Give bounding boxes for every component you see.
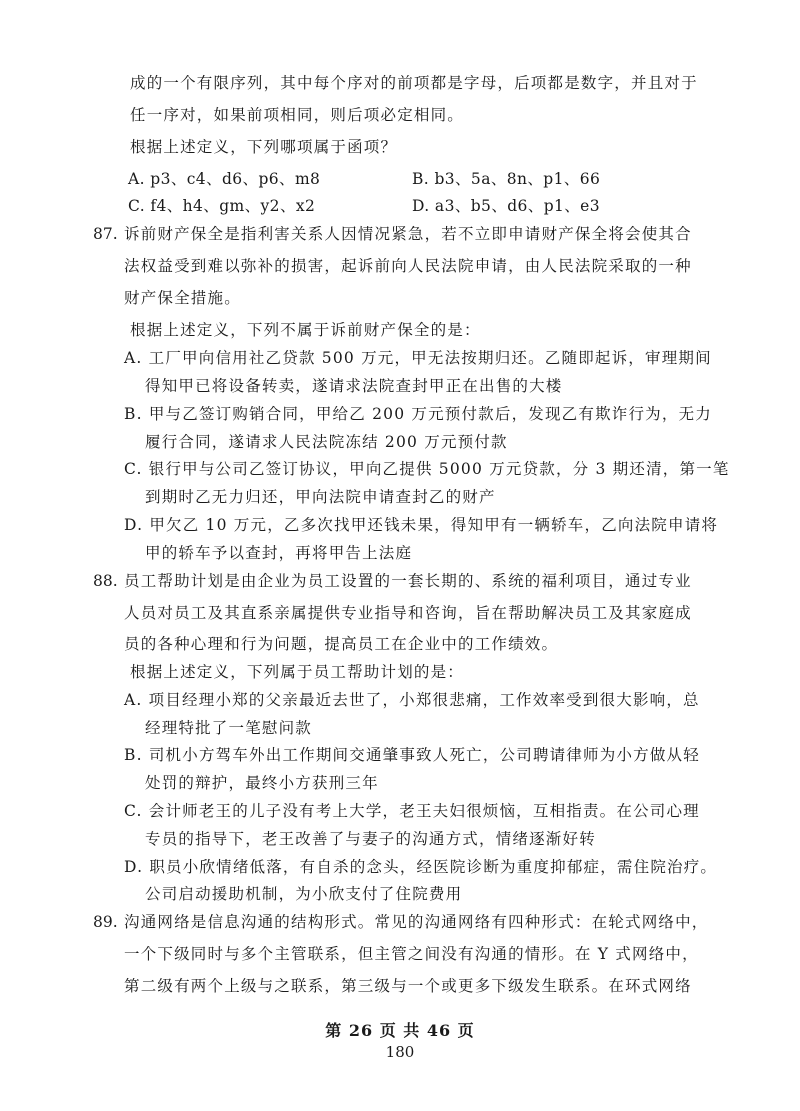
option-d: D. a3、b5、d6、p1、e3 [412, 197, 601, 215]
question-number: 87. [93, 225, 118, 243]
paragraph-line: 沟通网络是信息沟通的结构形式。常见的沟通网络有四种形式：在轮式网络中， [124, 913, 709, 931]
option-c: C. 会计师老王的儿子没有考上大学，老王夫妇很烦恼，互相指责。在公司心理 [124, 802, 700, 820]
paragraph-line: 第二级有两个上级与之联系，第三级与一个或更多下级发生联系。在环式网络 [124, 977, 692, 995]
option-b: B. 甲与乙签订购销合同，甲给乙 200 万元预付款后，发现乙有欺诈行为，无力 [124, 405, 712, 423]
option-b: B. 司机小方驾车外出工作期间交通肇事致人死亡，公司聘请律师为小方做从轻 [124, 746, 700, 764]
option-a: A. 工厂甲向信用社乙贷款 500 万元，甲无法按期归还。乙随即起诉，审理期间 [124, 349, 712, 367]
question-prompt: 根据上述定义，下列哪项属于函项？ [130, 138, 398, 156]
paragraph-line: 人员对员工及其直系亲属提供专业指导和咨询，旨在帮助解决员工及其家庭成 [124, 604, 692, 622]
option-c: C. f4、h4、gm、y2、x2 [128, 197, 316, 215]
paragraph-line: 法权益受到难以弥补的损害，起诉前向人民法院申请，由人民法院采取的一种 [124, 257, 692, 275]
option-d-cont: 公司启动援助机制，为小欣支付了住院费用 [145, 885, 463, 903]
option-d: D. 职员小欣情绪低落，有自杀的念头，经医院诊断为重度抑郁症，需住院治疗。 [124, 858, 718, 876]
option-b-cont: 处罚的辩护，最终小方获刑三年 [145, 774, 379, 792]
option-a: A. 项目经理小郑的父亲最近去世了，小郑很悲痛，工作效率受到很大影响，总 [124, 691, 700, 709]
option-d-cont: 甲的轿车予以查封，再将甲告上法庭 [145, 544, 413, 562]
paragraph-line: 一个下级同时与多个主管联系，但主管之间没有沟通的情形。在 Y 式网络中， [124, 945, 699, 963]
question-prompt: 根据上述定义，下列不属于诉前财产保全的是： [130, 321, 481, 339]
option-a-cont: 经理特批了一笔慰问款 [145, 719, 313, 737]
paragraph-line: 诉前财产保全是指利害关系人因情况紧急，若不立即申请财产保全将会使其合 [124, 225, 692, 243]
option-c-cont: 到期时乙无力归还，甲向法院申请查封乙的财产 [145, 488, 496, 506]
paragraph-line: 任一序对，如果前项相同，则后项必定相同。 [130, 106, 465, 124]
option-d: D. 甲欠乙 10 万元，乙多次找甲还钱未果，得知甲有一辆轿车，乙向法院申请将 [124, 516, 719, 534]
option-a-cont: 得知甲已将设备转卖，遂请求法院查封甲正在出售的大楼 [145, 377, 563, 395]
paragraph-line: 财产保全措施。 [124, 289, 241, 307]
question-number: 88. [93, 572, 118, 590]
option-b-cont: 履行合同，遂请求人民法院冻结 200 万元预付款 [145, 433, 508, 451]
option-b: B. b3、5a、8n、p1、66 [412, 170, 601, 188]
page-indicator: 第 26 页 共 46 页 [325, 1021, 475, 1040]
paragraph-line: 员工帮助计划是由企业为员工设置的一套长期的、系统的福利项目，通过专业 [124, 572, 692, 590]
option-c-cont: 专员的指导下，老王改善了与妻子的沟通方式，情绪逐渐好转 [145, 830, 596, 848]
question-number: 89. [93, 913, 118, 931]
question-prompt: 根据上述定义，下列属于员工帮助计划的是： [130, 663, 465, 681]
paragraph-line: 员的各种心理和行为问题，提高员工在企业中的工作绩效。 [124, 635, 559, 653]
option-c: C. 银行甲与公司乙签订协议，甲向乙提供 5000 万元贷款，分 3 期还清，第一笔 [124, 460, 730, 478]
page-number: 180 [385, 1043, 415, 1061]
option-a: A. p3、c4、d6、p6、m8 [128, 170, 321, 188]
paragraph-line: 成的一个有限序列，其中每个序对的前项都是字母，后项都是数字，并且对于 [130, 74, 698, 92]
